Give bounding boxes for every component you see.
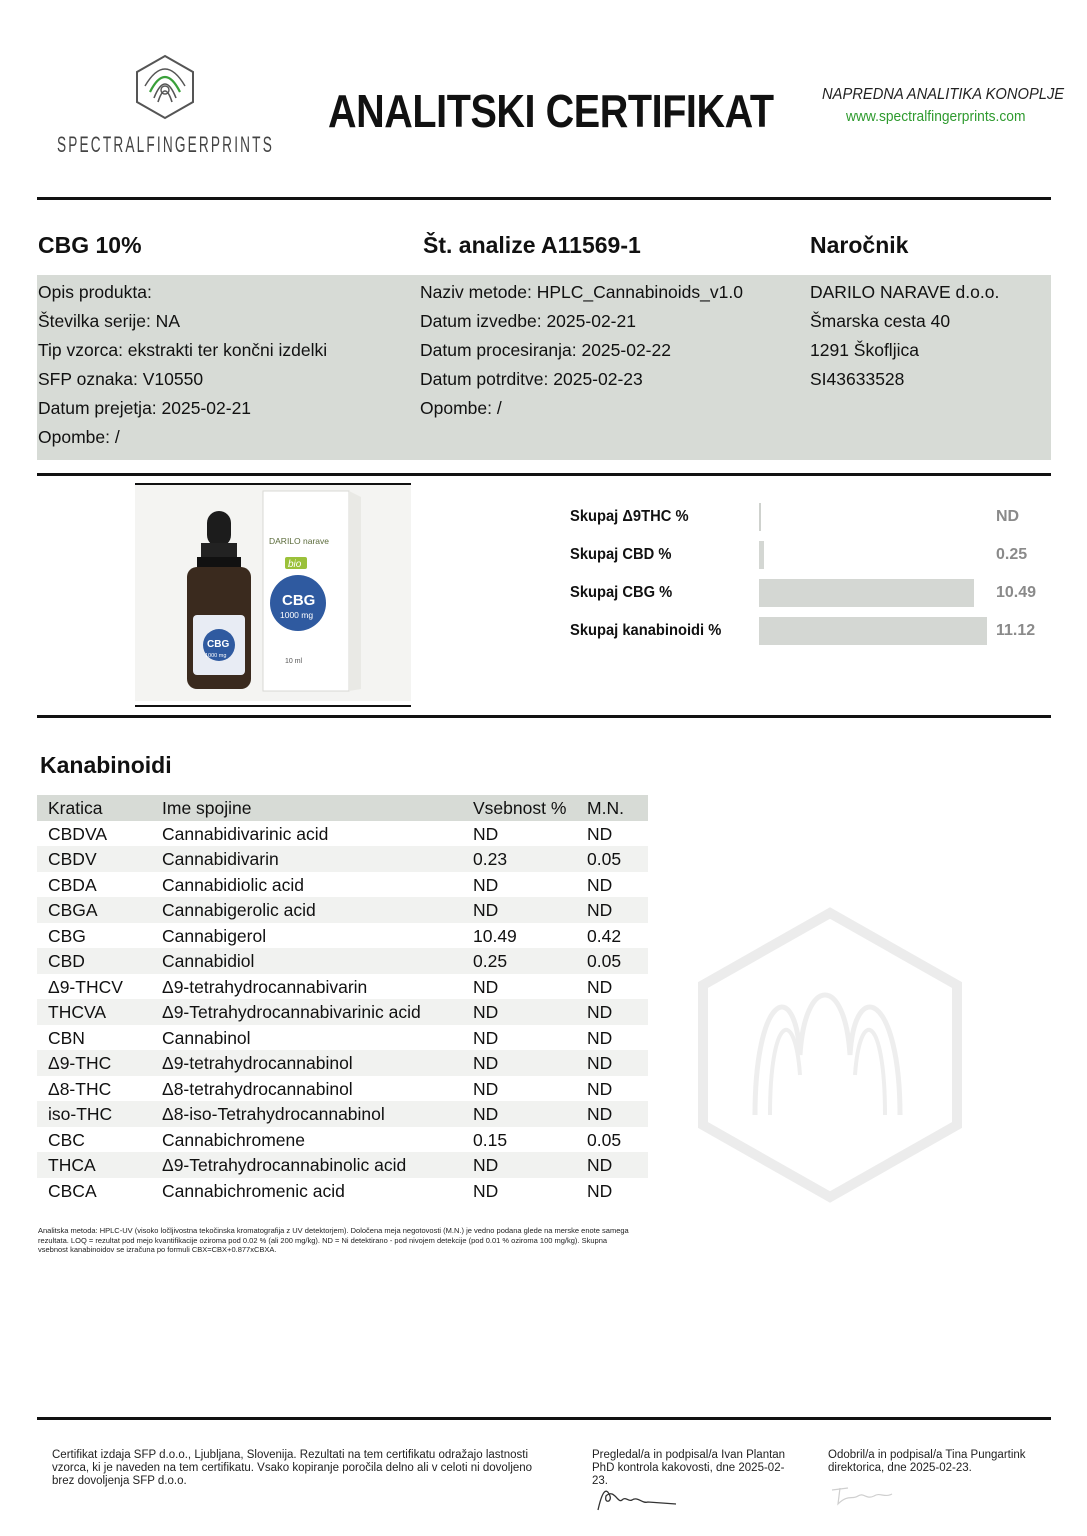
product-detail-line: Opis produkta: bbox=[38, 282, 152, 302]
content-cell: ND bbox=[473, 1155, 499, 1175]
content-cell: ND bbox=[473, 874, 499, 895]
table-row bbox=[37, 1101, 648, 1127]
summary-bar bbox=[759, 579, 987, 607]
uncertainty-cell: ND bbox=[587, 1078, 613, 1099]
cannabinoids-title: Kanabinoidi bbox=[40, 752, 172, 778]
product-illustration bbox=[135, 485, 411, 701]
uncertainty-cell: ND bbox=[587, 1104, 613, 1124]
abbreviation-cell: CBDV bbox=[48, 849, 97, 869]
client-detail-line: DARILO NARAVE d.o.o. bbox=[810, 282, 1000, 302]
company-logo bbox=[52, 52, 277, 162]
abbreviation-cell: iso-THC bbox=[48, 1104, 113, 1124]
product-detail-line: Tip vzorca: ekstrakti ter končni izdelki bbox=[38, 340, 328, 360]
uncertainty-cell: 0.42 bbox=[587, 925, 622, 946]
analysis-detail-line: Datum procesiranja: 2025-02-22 bbox=[420, 340, 671, 360]
abbreviation-cell: Δ9-THC bbox=[48, 1053, 112, 1073]
uncertainty-cell: ND bbox=[587, 1027, 613, 1048]
summary-label: Skupaj kanabinoidi % bbox=[570, 622, 722, 639]
product-detail-line: Opombe: / bbox=[38, 427, 120, 447]
compound-name-cell: Cannabichromenic acid bbox=[162, 1180, 345, 1201]
divider bbox=[37, 1417, 1051, 1420]
compound-name-cell: Cannabidivarin bbox=[162, 849, 279, 869]
product-detail-line: SFP oznaka: V10550 bbox=[38, 369, 204, 389]
box-label-main: CBG bbox=[282, 592, 316, 609]
table-row bbox=[37, 846, 648, 872]
abbreviation-cell: CBDVA bbox=[48, 823, 107, 844]
uncertainty-cell: ND bbox=[587, 874, 613, 895]
content-cell: ND bbox=[473, 976, 499, 997]
uncertainty-cell: ND bbox=[587, 823, 613, 844]
abbreviation-cell: CBDA bbox=[48, 874, 97, 895]
content-cell: ND bbox=[473, 1027, 499, 1048]
box-brand: DARILO narave bbox=[269, 536, 329, 546]
divider bbox=[37, 197, 1051, 200]
issuer-note: Certifikat izdaja SFP d.o.o., Ljubljana, Slovenija. Rezultati na tem certifikatu odražajo lastnosti vzorca, ki je naveden na tem certifikatu. Vsako kopiranje poročila delno ali v celoti ni dovoljeno brez dovoljenja SFP d.o.o. bbox=[52, 1449, 533, 1487]
box-label-sub: 1000 mg bbox=[280, 610, 314, 620]
table-row bbox=[37, 1076, 648, 1102]
abbreviation-cell: CBCA bbox=[48, 1180, 97, 1201]
column-header: Vsebnost % bbox=[473, 798, 567, 818]
table-row bbox=[37, 1152, 648, 1178]
client-detail-line: Šmarska cesta 40 bbox=[810, 311, 951, 331]
product-detail-line: Datum prejetja: 2025-02-21 bbox=[38, 398, 252, 418]
abbreviation-cell: CBN bbox=[48, 1027, 85, 1048]
product-heading: CBG 10% bbox=[38, 232, 142, 258]
uncertainty-cell: 0.05 bbox=[587, 849, 622, 869]
uncertainty-cell: 0.05 bbox=[587, 951, 622, 971]
table-row bbox=[37, 974, 648, 1000]
content-cell: 0.23 bbox=[473, 849, 508, 869]
abbreviation-cell: THCVA bbox=[48, 1002, 107, 1022]
abbreviation-cell: CBD bbox=[48, 951, 85, 971]
summary-value: ND bbox=[996, 508, 1020, 525]
uncertainty-cell: ND bbox=[587, 976, 613, 997]
uncertainty-cell: ND bbox=[587, 1155, 613, 1175]
logo-wordmark: SPECTRALFINGERPRINTS bbox=[57, 132, 274, 157]
analysis-detail-line: Naziv metode: HPLC_Cannabinoids_v1.0 bbox=[420, 282, 743, 302]
client-details bbox=[810, 278, 999, 394]
compound-name-cell: Δ9-Tetrahydrocannabivarinic acid bbox=[162, 1002, 421, 1022]
table-row bbox=[37, 1127, 648, 1153]
tagline: NAPREDNA ANALITIKA KONOPLJE bbox=[822, 86, 1065, 103]
content-cell: ND bbox=[473, 1078, 499, 1099]
column-header: M.N. bbox=[587, 798, 624, 818]
product-details bbox=[38, 278, 327, 452]
analysis-detail-line: Datum potrditve: 2025-02-23 bbox=[420, 369, 643, 389]
client-detail-line: SI43633528 bbox=[810, 369, 905, 389]
summary-value: 11.12 bbox=[996, 622, 1036, 639]
content-cell: ND bbox=[473, 900, 499, 920]
compound-name-cell: Cannabinol bbox=[162, 1027, 251, 1048]
analysis-detail-line: Opombe: / bbox=[420, 398, 502, 418]
summary-label: Skupaj CBD % bbox=[570, 546, 672, 563]
bottle-label-main: CBG bbox=[207, 639, 230, 650]
abbreviation-cell: Δ9-THCV bbox=[48, 976, 123, 997]
client-detail-line: 1291 Škofljica bbox=[810, 340, 919, 360]
table-header-row bbox=[37, 795, 648, 821]
uncertainty-cell: 0.05 bbox=[587, 1129, 622, 1150]
compound-name-cell: Cannabidiolic acid bbox=[162, 874, 305, 895]
content-cell: ND bbox=[473, 1053, 499, 1073]
table-body bbox=[37, 821, 648, 1204]
compound-name-cell: Cannabidiol bbox=[162, 951, 255, 971]
divider bbox=[37, 715, 1051, 718]
column-header: Ime spojine bbox=[162, 798, 252, 818]
product-photo bbox=[135, 483, 411, 707]
content-cell: ND bbox=[473, 823, 499, 844]
table-row bbox=[37, 999, 648, 1025]
compound-name-cell: Cannabidivarinic acid bbox=[162, 823, 329, 844]
table-row bbox=[37, 821, 648, 847]
column-header: Kratica bbox=[48, 798, 103, 818]
abbreviation-cell: CBG bbox=[48, 925, 86, 946]
content-cell: ND bbox=[473, 1002, 499, 1022]
table-row bbox=[37, 948, 648, 974]
compound-name-cell: Cannabichromene bbox=[162, 1129, 306, 1150]
bottle-label-sub: 1000 mg bbox=[205, 653, 227, 659]
content-cell: 10.49 bbox=[473, 925, 517, 946]
bio-badge: bio bbox=[288, 559, 302, 570]
table-row bbox=[37, 1050, 648, 1076]
volume-label: 10 ml bbox=[285, 658, 303, 665]
compound-name-cell: Δ9-Tetrahydrocannabinolic acid bbox=[162, 1155, 407, 1175]
summary-bar bbox=[759, 503, 987, 531]
client-heading: Naročnik bbox=[810, 232, 909, 258]
summary-value: 10.49 bbox=[996, 584, 1037, 601]
compound-name-cell: Δ9-tetrahydrocannabivarin bbox=[162, 976, 368, 997]
content-cell: ND bbox=[473, 1104, 499, 1124]
summary-label: Skupaj CBG % bbox=[570, 584, 673, 601]
uncertainty-cell: ND bbox=[587, 1180, 613, 1201]
uncertainty-cell: ND bbox=[587, 1002, 613, 1022]
summary-bar-fill bbox=[759, 579, 974, 607]
abbreviation-cell: CBGA bbox=[48, 900, 98, 920]
certificate-title: ANALITSKI CERTIFIKAT bbox=[328, 85, 774, 137]
table-row bbox=[37, 923, 648, 949]
summary-bar bbox=[759, 617, 987, 645]
summary-bar-fill bbox=[759, 541, 764, 569]
reviewer-signature-icon bbox=[592, 1482, 682, 1514]
abbreviation-cell: CBC bbox=[48, 1129, 85, 1150]
summary-bar bbox=[759, 541, 987, 569]
compound-name-cell: Δ8-tetrahydrocannabinol bbox=[162, 1078, 353, 1099]
table-row bbox=[37, 1025, 648, 1051]
compound-name-cell: Cannabigerol bbox=[162, 925, 267, 946]
abbreviation-cell: Δ8-THC bbox=[48, 1078, 112, 1099]
compound-name-cell: Δ9-tetrahydrocannabinol bbox=[162, 1053, 353, 1073]
table-row bbox=[37, 897, 648, 923]
method-note: Analitska metoda: HPLC-UV (visoko ločljivostna tekočinska kromatografija z UV detektorjem). Določena meja negotovosti (M.N.) je vedno podana glede na merske enote samega rezultata. LOQ = rezultat pod mejo kvantifikacije oziroma pod 0.02 % (ali 200 mg/kg). ND = Ni detektirano - pod nivojem detekcije (pod 0.01 % oziroma 100 mg/kg). Skupna vsebnost kanabinoidov se izračuna po formuli CBX=CBX+0.877xCBXA. bbox=[38, 1226, 629, 1254]
summary-bar-fill bbox=[759, 617, 987, 645]
summary-label: Skupaj Δ9THC % bbox=[570, 508, 689, 525]
analysis-details bbox=[420, 278, 743, 423]
content-cell: 0.25 bbox=[473, 951, 508, 971]
table-row bbox=[37, 1178, 648, 1204]
abbreviation-cell: THCA bbox=[48, 1155, 96, 1175]
summary-value: 0.25 bbox=[996, 546, 1028, 563]
product-detail-line: Številka serije: NA bbox=[38, 311, 180, 331]
compound-name-cell: Δ8-iso-Tetrahydrocannabinol bbox=[162, 1104, 385, 1124]
analysis-number-heading: Št. analize A11569-1 bbox=[423, 232, 641, 258]
reviewer-note: Pregledal/a in podpisal/a Ivan Plantan PhD kontrola kakovosti, dne 2025-02-23. bbox=[592, 1449, 786, 1487]
analysis-detail-line: Datum izvedbe: 2025-02-21 bbox=[420, 311, 636, 331]
watermark-logo-icon bbox=[695, 905, 965, 1205]
summary-bar-baseline bbox=[759, 503, 761, 531]
fingerprint-hexagon-icon bbox=[130, 52, 200, 122]
website-link[interactable]: www.spectralfingerprints.com bbox=[846, 108, 1026, 125]
cannabinoids-table bbox=[37, 795, 648, 1203]
content-cell: 0.15 bbox=[473, 1129, 508, 1150]
divider bbox=[37, 473, 1051, 476]
approver-signature-icon bbox=[828, 1478, 898, 1508]
table-row bbox=[37, 872, 648, 898]
approver-note: Odobril/a in podpisal/a Tina Pungartink direktorica, dne 2025-02-23. bbox=[828, 1449, 1026, 1474]
compound-name-cell: Cannabigerolic acid bbox=[162, 900, 316, 920]
uncertainty-cell: ND bbox=[587, 900, 613, 920]
content-cell: ND bbox=[473, 1180, 499, 1201]
uncertainty-cell: ND bbox=[587, 1053, 613, 1073]
